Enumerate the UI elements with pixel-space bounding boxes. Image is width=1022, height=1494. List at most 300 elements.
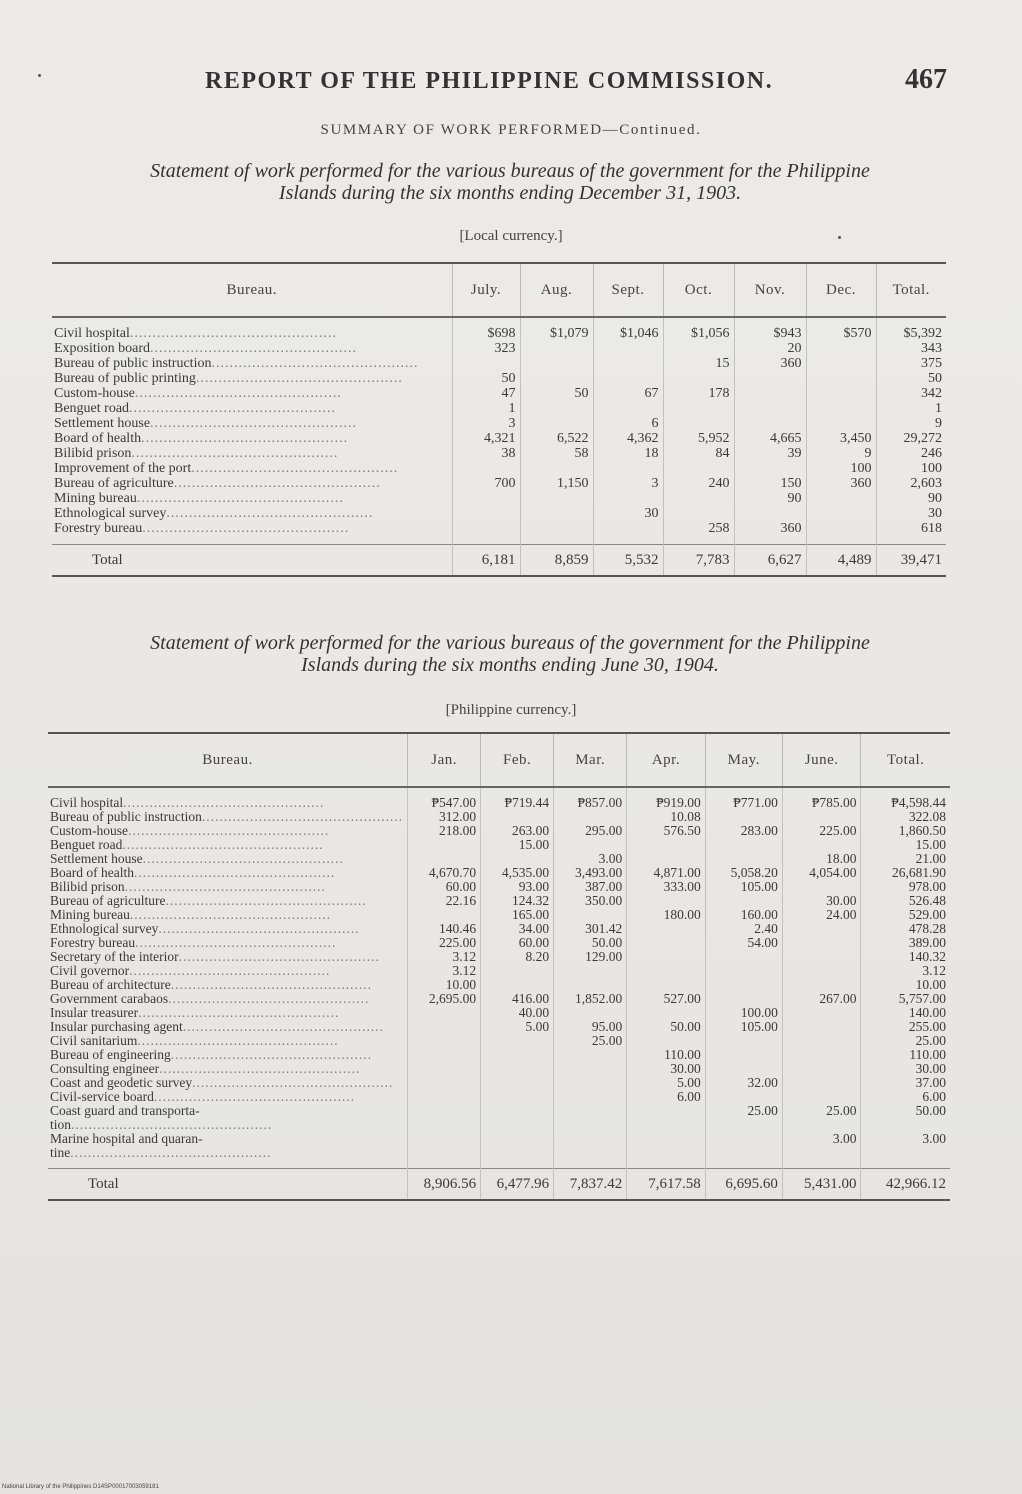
bureau-label: Civil governor: [50, 964, 130, 978]
value-cell: 93.00: [481, 880, 554, 894]
leader-dots: ..............................................: [71, 1118, 273, 1132]
bureau-cell: [52, 386, 452, 401]
scan-speck: [38, 74, 41, 77]
value-cell: 1: [452, 401, 520, 416]
spacer-cell: [806, 536, 876, 545]
column-header: July.: [452, 263, 520, 317]
value-cell: [806, 416, 876, 431]
value-cell: [806, 341, 876, 356]
value-cell: [408, 1118, 481, 1132]
value-cell: 416.00: [481, 992, 554, 1006]
value-cell: 2.40: [705, 922, 782, 936]
value-cell: [663, 461, 734, 476]
value-cell: 225.00: [782, 824, 861, 838]
value-cell: [481, 978, 554, 992]
value-cell: [520, 341, 593, 356]
total-value-cell: 6,627: [734, 545, 806, 577]
spacer-cell: [734, 317, 806, 326]
value-cell: [452, 356, 520, 371]
bureau-cell: [52, 371, 452, 386]
value-cell: [554, 1076, 627, 1090]
total-row: [52, 545, 946, 577]
leader-dots: ..............................................: [129, 326, 337, 341]
table-row: [52, 371, 946, 386]
value-cell: 526.48: [908, 893, 946, 908]
value-cell: [705, 964, 782, 978]
statement2-body: [48, 787, 950, 1200]
bureau-label: Custom-house: [50, 824, 129, 838]
table-row: [48, 866, 950, 880]
bureau-cell: [52, 356, 452, 371]
value-cell: 258: [663, 521, 734, 536]
value-cell: [705, 838, 782, 852]
column-header: Jan.: [408, 733, 481, 787]
value-cell: [705, 1146, 782, 1160]
value-cell: $5,392: [903, 326, 942, 341]
value-cell: [705, 894, 782, 908]
bureau-cell: [52, 416, 452, 431]
bureau-cell: [52, 431, 452, 446]
value-cell: 37.00: [915, 1075, 946, 1090]
table-row: [52, 401, 946, 416]
statement1-title-line2: Islands during the six months ending December 31, 1903.: [278, 182, 742, 204]
table-row: [52, 476, 946, 491]
column-header: Total.: [887, 751, 925, 768]
value-cell: [520, 461, 593, 476]
value-cell: 5,058.20: [705, 866, 782, 880]
value-cell: [593, 401, 663, 416]
value-cell: [861, 1146, 950, 1160]
value-cell: [705, 1118, 782, 1132]
leader-dots: ..............................................: [141, 431, 349, 446]
value-cell: [734, 461, 806, 476]
value-cell: ₱857.00: [554, 796, 627, 810]
value-cell: 6,522: [520, 431, 593, 446]
spacer-cell: [593, 536, 663, 545]
value-cell: 110.00: [909, 1047, 946, 1062]
table-row: [52, 416, 946, 431]
column-header: Oct.: [663, 263, 734, 317]
value-cell: [593, 341, 663, 356]
value-cell: 267.00: [782, 992, 861, 1006]
value-cell: 180.00: [627, 908, 706, 922]
value-cell: [705, 852, 782, 866]
value-cell: 100: [921, 461, 942, 476]
total-value-cell: 7,837.42: [554, 1169, 627, 1201]
value-cell: 50.00: [915, 1103, 946, 1118]
value-cell: 576.50: [627, 824, 706, 838]
leader-dots: ..............................................: [136, 491, 344, 506]
table-row: [48, 936, 950, 950]
spacer-cell: [520, 536, 593, 545]
bureau-cell: [48, 1062, 408, 1076]
value-cell: 8.20: [481, 950, 554, 964]
table-row: [48, 852, 950, 866]
value-cell: 263.00: [481, 824, 554, 838]
value-cell: 360: [734, 356, 806, 371]
value-cell: 1,150: [520, 476, 593, 491]
spacer-cell: [705, 1160, 782, 1169]
value-cell: 110.00: [627, 1048, 706, 1062]
value-cell: [782, 1062, 861, 1076]
value-cell: [520, 416, 593, 431]
bureau-cell: [48, 992, 408, 1006]
value-cell: [705, 1062, 782, 1076]
table-row: [48, 964, 950, 978]
value-cell: [408, 1034, 481, 1048]
bureau-label: Bureau of agriculture: [54, 476, 174, 491]
table-row: [48, 1006, 950, 1020]
value-cell: 50: [520, 386, 593, 401]
value-cell: 3,450: [806, 431, 876, 446]
value-cell: [782, 964, 861, 978]
leader-dots: ..............................................: [165, 894, 367, 908]
bureau-label: Coast guard and transporta-: [50, 1104, 200, 1118]
value-cell: [782, 810, 861, 824]
value-cell: 50.00: [627, 1020, 706, 1034]
value-cell: 360: [734, 521, 806, 536]
value-cell: 39: [734, 446, 806, 461]
value-cell: 140.00: [908, 1005, 946, 1020]
bureau-label: Coast and geodetic survey: [50, 1076, 193, 1090]
table-row: [48, 992, 950, 1006]
value-cell: ₱785.00: [782, 796, 861, 810]
value-cell: 15.00: [915, 837, 946, 852]
statement2-title-line2: Islands during the six months ending June 30, 1904.: [301, 654, 719, 676]
bureau-label: Civil sanitarium: [50, 1034, 138, 1048]
value-cell: 10.00: [915, 977, 946, 992]
value-cell: 2,603: [910, 476, 942, 491]
value-cell: 22.16: [408, 894, 481, 908]
total-value-cell: 6,695.60: [705, 1169, 782, 1201]
value-cell: [520, 371, 593, 386]
value-cell: 387.00: [554, 880, 627, 894]
bureau-cell: [48, 796, 408, 810]
value-cell: [408, 1146, 481, 1160]
bureau-label: Consulting engineer: [50, 1062, 160, 1076]
table-row: [52, 521, 946, 536]
value-cell: 30: [928, 506, 942, 521]
value-cell: [554, 1146, 627, 1160]
value-cell: 4,665: [734, 431, 806, 446]
value-cell: $1,046: [593, 326, 663, 341]
value-cell: 30.00: [627, 1062, 706, 1076]
value-cell: 4,321: [452, 431, 520, 446]
bureau-label: Ethnological survey: [54, 506, 167, 521]
leader-dots: ..............................................: [131, 446, 339, 461]
value-cell: 527.00: [627, 992, 706, 1006]
table-row: [48, 880, 950, 894]
spacer-cell: [876, 536, 946, 545]
value-cell: 90: [928, 491, 942, 506]
leader-dots: ..............................................: [159, 1062, 361, 1076]
value-cell: [782, 1048, 861, 1062]
bureau-cell: [48, 866, 408, 880]
leader-dots: ..............................................: [192, 1076, 394, 1090]
value-cell: [705, 1132, 782, 1146]
value-cell: [627, 1006, 706, 1020]
statement1-title-line1: Statement of work performed for the various bureaus of the government for the Philippine: [150, 160, 870, 182]
library-credit: National Library of the Philippines D14SP00017003059181: [2, 1484, 159, 1490]
bureau-label: Benguet road: [50, 838, 123, 852]
value-cell: $1,079: [520, 326, 593, 341]
bureau-cell: [48, 922, 408, 936]
value-cell: [481, 852, 554, 866]
value-cell: [408, 852, 481, 866]
table-row: [48, 1076, 950, 1090]
page-number: 467: [905, 64, 947, 95]
table-row: [52, 341, 946, 356]
leader-dots: ..............................................: [166, 506, 374, 521]
value-cell: ₱919.00: [627, 796, 706, 810]
value-cell: [705, 1090, 782, 1104]
value-cell: [782, 1006, 861, 1020]
value-cell: 9: [806, 446, 876, 461]
table-row: [48, 1062, 950, 1076]
value-cell: [481, 1048, 554, 1062]
value-cell: $943: [734, 326, 806, 341]
value-cell: 105.00: [705, 880, 782, 894]
bureau-cell: [48, 852, 408, 866]
value-cell: 3.12: [922, 963, 946, 978]
bureau-label: Ethnological survey: [50, 922, 159, 936]
bureau-cell: [48, 824, 408, 838]
value-cell: [554, 964, 627, 978]
value-cell: 50.00: [554, 936, 627, 950]
value-cell: [481, 1090, 554, 1104]
value-cell: 25.00: [782, 1104, 861, 1118]
value-cell: [782, 1020, 861, 1034]
bureau-cell: [52, 521, 452, 536]
value-cell: 1,852.00: [554, 992, 627, 1006]
bureau-cell: [52, 506, 452, 521]
value-cell: 30.00: [915, 1061, 946, 1076]
spacer-row: [52, 536, 946, 545]
bureau-cell: [48, 908, 408, 922]
value-cell: $1,056: [663, 326, 734, 341]
value-cell: [705, 810, 782, 824]
value-cell: [627, 1118, 706, 1132]
spacer-cell: [48, 787, 408, 796]
column-header: Nov.: [734, 263, 806, 317]
table-row: [48, 922, 950, 936]
value-cell: ₱547.00: [408, 796, 481, 810]
section-heading: SUMMARY OF WORK PERFORMED—Continued.: [320, 122, 702, 138]
table-row: [48, 1034, 950, 1048]
spacer-cell: [593, 317, 663, 326]
value-cell: 3.00: [554, 852, 627, 866]
table-row: [52, 326, 946, 341]
leader-dots: ..............................................: [173, 476, 381, 491]
total-row: [48, 1169, 950, 1201]
value-cell: 9: [935, 416, 942, 431]
value-cell: 30.00: [782, 894, 861, 908]
value-cell: [554, 810, 627, 824]
bureau-label: Forestry bureau: [54, 521, 143, 536]
table-row: [48, 978, 950, 992]
spacer-cell: [452, 317, 520, 326]
value-cell: ₱771.00: [705, 796, 782, 810]
spacer-cell: [52, 536, 452, 545]
value-cell: 4,054.00: [782, 866, 861, 880]
value-cell: 10.00: [408, 978, 481, 992]
value-cell: 29,272: [903, 431, 942, 446]
value-cell: [520, 491, 593, 506]
bureau-cell: [48, 1076, 408, 1090]
value-cell: [782, 922, 861, 936]
leader-dots: ..............................................: [182, 1020, 384, 1034]
value-cell: [481, 810, 554, 824]
value-cell: 6: [593, 416, 663, 431]
spacer-cell: [861, 1160, 950, 1169]
bureau-cell: [48, 880, 408, 894]
table-row: [52, 506, 946, 521]
value-cell: 15.00: [481, 838, 554, 852]
value-cell: [593, 521, 663, 536]
column-header: Dec.: [806, 263, 876, 317]
value-cell: [452, 491, 520, 506]
value-cell: [806, 401, 876, 416]
bureau-cell: [48, 1090, 408, 1104]
bureau-label: Mining bureau: [54, 491, 137, 506]
bureau-label: Board of health: [54, 431, 142, 446]
table-row: [48, 796, 950, 810]
value-cell: 54.00: [705, 936, 782, 950]
value-cell: [734, 416, 806, 431]
bureau-label: Government carabaos: [50, 992, 169, 1006]
value-cell: [481, 1034, 554, 1048]
value-cell: 375: [921, 356, 942, 371]
value-cell: 240: [663, 476, 734, 491]
value-cell: [627, 838, 706, 852]
column-header: June.: [782, 733, 861, 787]
value-cell: 342: [921, 386, 942, 401]
leader-dots: ..............................................: [138, 1006, 340, 1020]
spacer-cell: [554, 1160, 627, 1169]
value-cell: [554, 1090, 627, 1104]
value-cell: 25.00: [705, 1104, 782, 1118]
value-cell: 246: [921, 446, 942, 461]
leader-dots: ..............................................: [128, 824, 330, 838]
leader-dots: ..............................................: [150, 416, 358, 431]
leader-dots: ..............................................: [170, 1048, 372, 1062]
statement1-currency: [Local currency.]: [459, 228, 563, 244]
value-cell: 618: [921, 521, 942, 536]
bureau-label: Secretary of the interior: [50, 950, 179, 964]
total-value-cell: 7,617.58: [627, 1169, 706, 1201]
bureau-cell: [48, 964, 408, 978]
value-cell: [734, 386, 806, 401]
value-cell: [452, 521, 520, 536]
value-cell: [408, 908, 481, 922]
total-value-cell: 42,966.12: [861, 1169, 950, 1201]
table-row: [52, 356, 946, 371]
value-cell: 1: [935, 401, 942, 416]
bureau-cell: [48, 1020, 408, 1034]
spacer-cell: [734, 536, 806, 545]
value-cell: [554, 1006, 627, 1020]
leader-dots: ..............................................: [129, 908, 332, 922]
spacer-cell: [520, 317, 593, 326]
leader-dots: ..............................................: [70, 1146, 272, 1160]
bureau-label: Marine hospital and quaran-: [50, 1132, 203, 1146]
leader-dots: ..............................................: [129, 964, 331, 978]
running-head: REPORT OF THE PHILIPPINE COMMISSION.: [205, 68, 774, 94]
value-cell: [593, 356, 663, 371]
bureau-label: Bureau of public instruction: [54, 356, 212, 371]
table-row: [52, 491, 946, 506]
value-cell: 25.00: [554, 1034, 627, 1048]
value-cell: [663, 371, 734, 386]
value-cell: [481, 1132, 554, 1146]
total-label: Total: [48, 1169, 408, 1201]
value-cell: [520, 356, 593, 371]
leader-dots: ..............................................: [158, 922, 360, 936]
value-cell: [806, 521, 876, 536]
value-cell: [627, 964, 706, 978]
statement1-header-row: [52, 263, 946, 317]
leader-dots: ..............................................: [191, 461, 399, 476]
value-cell: 124.32: [481, 894, 554, 908]
spacer-cell: [806, 317, 876, 326]
value-cell: 225.00: [408, 936, 481, 950]
value-cell: 140.46: [408, 922, 481, 936]
leader-dots: ..............................................: [122, 838, 324, 852]
table-row: [48, 838, 950, 852]
leader-dots: ..............................................: [137, 1034, 339, 1048]
bureau-label: Bureau of architecture: [50, 978, 171, 992]
bureau-label: Bilibid prison: [54, 446, 132, 461]
bureau-label: Insular purchasing agent: [50, 1020, 183, 1034]
value-cell: 529.00: [908, 907, 946, 922]
value-cell: 129.00: [554, 950, 627, 964]
value-cell: [627, 922, 706, 936]
bureau-cell: [48, 1132, 408, 1146]
value-cell: 3.12: [408, 950, 481, 964]
value-cell: [408, 1048, 481, 1062]
spacer-cell: [481, 1160, 554, 1169]
value-cell: [593, 371, 663, 386]
table-row: [48, 1146, 950, 1160]
leader-dots: ..............................................: [201, 810, 404, 824]
column-header: May.: [705, 733, 782, 787]
statement2-header-row: [48, 733, 950, 787]
table-row: [52, 461, 946, 476]
spacer-row: [48, 1160, 950, 1169]
bureau-label: Bureau of public printing: [54, 371, 196, 386]
value-cell: [861, 1118, 950, 1132]
value-cell: [452, 506, 520, 521]
value-cell: [663, 416, 734, 431]
value-cell: [408, 1076, 481, 1090]
bureau-cell: [48, 950, 408, 964]
value-cell: [554, 908, 627, 922]
column-header: Bureau.: [48, 733, 408, 787]
value-cell: [627, 950, 706, 964]
value-cell: 32.00: [705, 1076, 782, 1090]
value-cell: 312.00: [408, 810, 481, 824]
value-cell: [408, 1132, 481, 1146]
value-cell: [481, 1076, 554, 1090]
value-cell: 24.00: [782, 908, 861, 922]
spacer-cell: [782, 1160, 861, 1169]
bureau-label: Bureau of agriculture: [50, 894, 166, 908]
column-header: Aug.: [520, 263, 593, 317]
value-cell: 84: [663, 446, 734, 461]
leader-dots: ..............................................: [211, 356, 419, 371]
value-cell: [705, 1034, 782, 1048]
bureau-label: Settlement house: [50, 852, 143, 866]
